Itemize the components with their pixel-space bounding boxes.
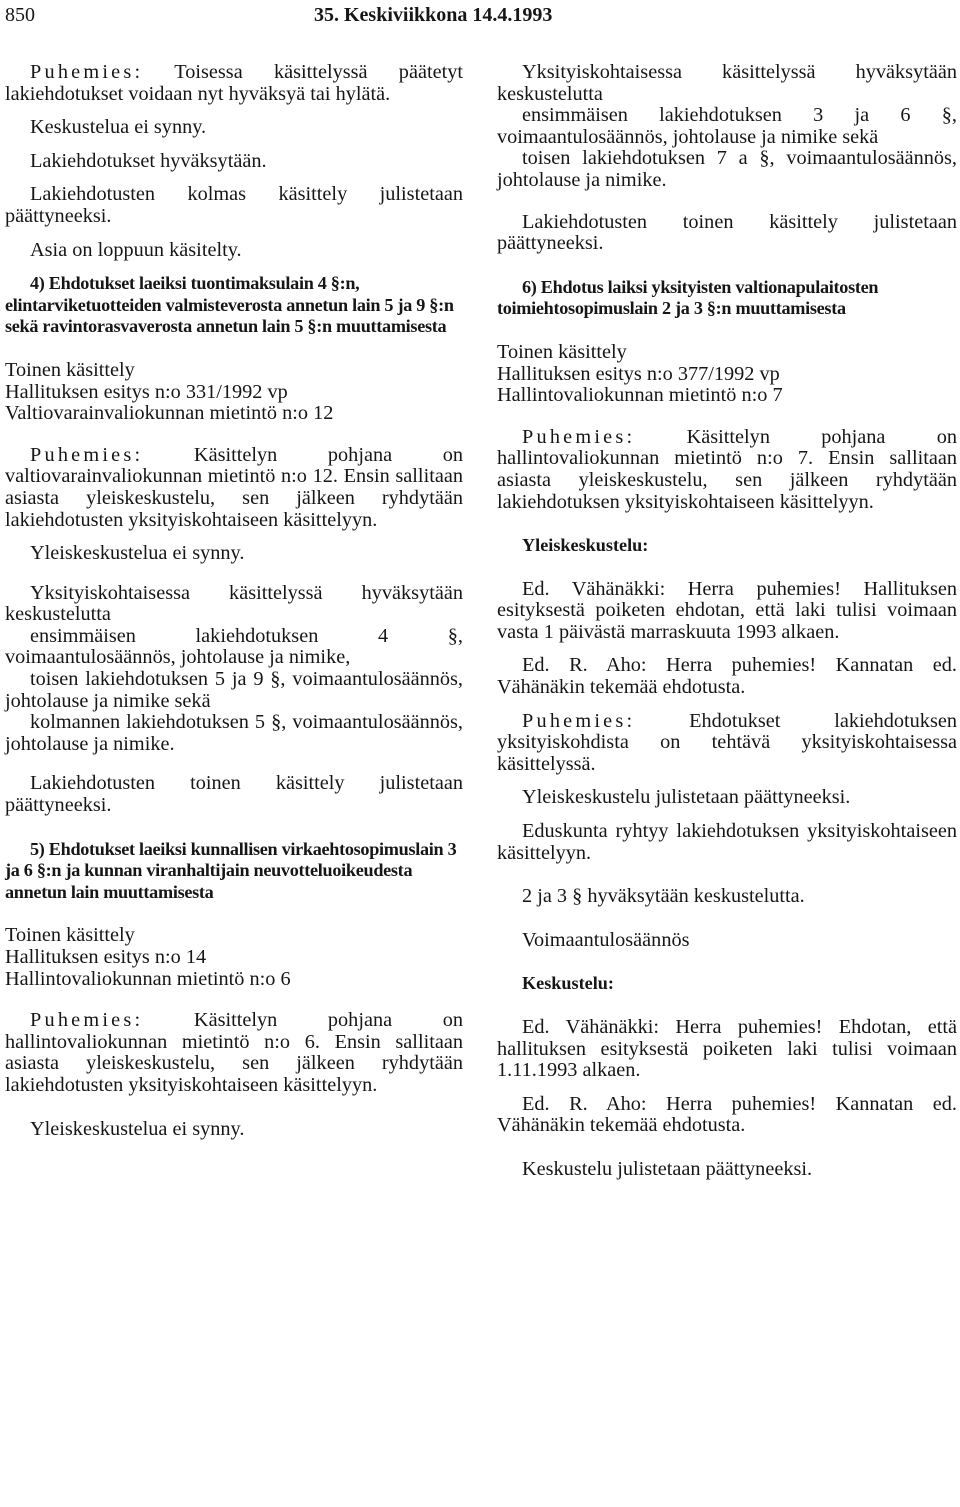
item-4-title: 4) Ehdotukset laeiksi tuontimaksulain 4 §:n, elintarviketuotteiden valmisteverosta annetun lain 5 ja 9 §:n sekä ravintorasvaverosta annetun lain 5 §:n muuttamisesta — [5, 273, 454, 337]
paragraph: 2 ja 3 § hyväksytään keskustelutta. — [522, 885, 805, 908]
meta-line: Hallintovaliokunnan mietintö n:o 7 — [497, 384, 783, 407]
speech-text: Ehdotukset lakiehdotuksen yksityiskohdista on tehtävä yksityiskohtaisessa käsittelyssä. — [497, 709, 957, 775]
meta-line: Hallituksen esitys n:o 331/1992 vp — [5, 380, 288, 403]
speaker-name: Ed. R. Aho: — [522, 654, 647, 677]
paragraph — [5, 445, 463, 531]
paragraph — [5, 62, 463, 105]
paragraph-line: Yksityiskohtaisessa käsittelyssä hyväksytään keskustelutta — [5, 581, 463, 626]
speech-text: Herra puhemies! Ehdotan, että hallituksen esityksestä poiketen laki tulisi voimaan 1.11.1993 alkaen. — [497, 1016, 957, 1082]
speaker-name: Ed. R. Aho: — [522, 1092, 647, 1115]
speech-text: Käsittelyn pohjana on hallintovaliokunnan mietintö n:o 7. Ensin sallitaan asiasta yleiskeskustelu, sen jälkeen ryhdytään lakiehdotuksen yksityiskohtaiseen käsittelyyn. — [497, 425, 957, 513]
paragraph: Lakiehdotusten toinen käsittely julistetaan päättyneeksi. — [497, 210, 957, 255]
page-header — [0, 4, 960, 32]
paragraph-line: toisen lakiehdotuksen 5 ja 9 §, voimaantulosäännös, johtolause ja nimike sekä — [5, 668, 463, 712]
speech-text: Käsittelyn pohjana on hallintovaliokunnan mietintö n:o 6. Ensin sallitaan asiasta yleiskeskustelu, sen jälkeen ryhdytään lakiehdotusten yksityiskohtaiseen käsittelyyn. — [5, 1009, 463, 1096]
speech-text: Herra puhemies! Hallituksen esityksestä poiketen ehdotan, että laki tulisi voimaan vasta 1 päivästä marraskuuta 1993 alkaen. — [497, 577, 957, 643]
item-5-meta — [5, 925, 463, 990]
paragraph: Yleiskeskustelua ei synny. — [30, 1117, 245, 1140]
paragraph-text: Lakiehdotusten kolmas käsittely julistetaan päättyneeksi. — [5, 183, 463, 227]
paragraph — [497, 655, 957, 698]
meta-line: Toinen käsittely — [5, 924, 135, 947]
speech-text: Käsittelyn pohjana on valtiovarainvaliokunnan mietintö n:o 12. Ensin sallitaan asiasta yleiskeskustelu, sen jälkeen ryhdytään lakiehdotusten yksityiskohtaiseen käsittelyyn. — [5, 443, 463, 531]
paragraph — [5, 1010, 463, 1096]
paragraph — [5, 583, 463, 756]
paragraph — [497, 62, 957, 192]
item-6-title: 6) Ehdotus laiksi yksityisten valtionapulaitosten toimiehtosopimuslain 2 ja 3 §:n muuttamisesta — [497, 276, 879, 319]
left-column — [5, 62, 463, 1152]
paragraph: Yleiskeskustelu julistetaan päättyneeksi. — [522, 786, 851, 809]
meta-line: Toinen käsittely — [497, 340, 627, 363]
paragraph — [497, 1094, 957, 1137]
paragraph-line: toisen lakiehdotuksen 7 a §, voimaantulosäännös, johtolause ja nimike. — [497, 147, 957, 191]
speaker-name: Ed. Vähänäkki: — [522, 577, 666, 600]
speaker: Puhemies: — [522, 425, 636, 448]
paragraph: Voimaantulosäännös — [522, 928, 690, 951]
page-number: 850 — [5, 4, 35, 26]
item-6-meta — [497, 342, 957, 407]
meta-line: Valtiovarainvaliokunnan mietintö n:o 12 — [5, 402, 334, 425]
paragraph: Lakiehdotukset hyväksytään. — [30, 149, 267, 172]
item-4-meta — [5, 360, 463, 425]
meta-line: Hallituksen esitys n:o 14 — [5, 946, 207, 968]
paragraph-line: kolmannen lakiehdotuksen 5 §, voimaantulosäännös, johtolause ja nimike. — [5, 711, 463, 755]
section-heading: Keskustelu: — [522, 973, 614, 994]
item-5-title: 5) Ehdotukset laeiksi kunnallisen virkaehtosopimuslain 3 ja 6 §:n ja kunnan viranhaltijain neuvotteluoikeudesta annetun lain muuttamisesta — [5, 838, 457, 902]
speech-text: Toisessa käsittelyssä päätetyt lakiehdotukset voidaan nyt hyväksyä tai hylätä. — [5, 61, 463, 105]
session-title: 35. Keskiviikkona 14.4.1993 — [314, 4, 553, 26]
paragraph: Keskustelu julistetaan päättyneeksi. — [522, 1157, 813, 1180]
right-column — [497, 62, 957, 1193]
paragraph: Yleiskeskustelua ei synny. — [30, 542, 245, 565]
speech-text: Herra puhemies! Kannatan ed. Vähänäkin tekemää ehdotusta. — [497, 1092, 957, 1137]
paragraph — [497, 711, 957, 776]
paragraph — [497, 427, 957, 513]
speaker: Puhemies: — [30, 1009, 144, 1032]
paragraph — [497, 579, 957, 644]
paragraph: Lakiehdotusten toinen käsittely julistetaan päättyneeksi. — [5, 772, 463, 817]
speaker: Puhemies: — [30, 61, 144, 83]
paragraph: Eduskunta ryhtyy lakiehdotuksen yksityiskohtaiseen käsittelyyn. — [497, 820, 957, 864]
meta-line: Hallituksen esitys n:o 377/1992 vp — [497, 362, 780, 385]
section-heading: Yleiskeskustelu: — [522, 535, 649, 556]
paragraph-line: Yksityiskohtaisessa käsittelyssä hyväksytään keskustelutta — [497, 61, 957, 105]
speaker: Puhemies: — [30, 443, 144, 466]
meta-line: Toinen käsittely — [5, 358, 135, 381]
paragraph-line: ensimmäisen lakiehdotuksen 4 §, voimaantulosäännös, johtolause ja nimike, — [5, 624, 463, 669]
speech-text: Herra puhemies! Kannatan ed. Vähänäkin tekemää ehdotusta. — [497, 654, 957, 699]
paragraph-line: ensimmäisen lakiehdotuksen 3 ja 6 §, voimaantulosäännös, johtolause ja nimike sekä — [497, 104, 957, 148]
paragraph: Asia on loppuun käsitelty. — [30, 238, 242, 261]
paragraph — [497, 1017, 957, 1082]
paragraph — [5, 184, 463, 227]
paragraph: Keskustelua ei synny. — [30, 116, 207, 139]
meta-line: Hallintovaliokunnan mietintö n:o 6 — [5, 967, 291, 990]
speaker — [522, 578, 665, 600]
speaker: Puhemies: — [522, 709, 636, 732]
speaker-name: Ed. Vähänäkki: — [522, 1016, 660, 1038]
